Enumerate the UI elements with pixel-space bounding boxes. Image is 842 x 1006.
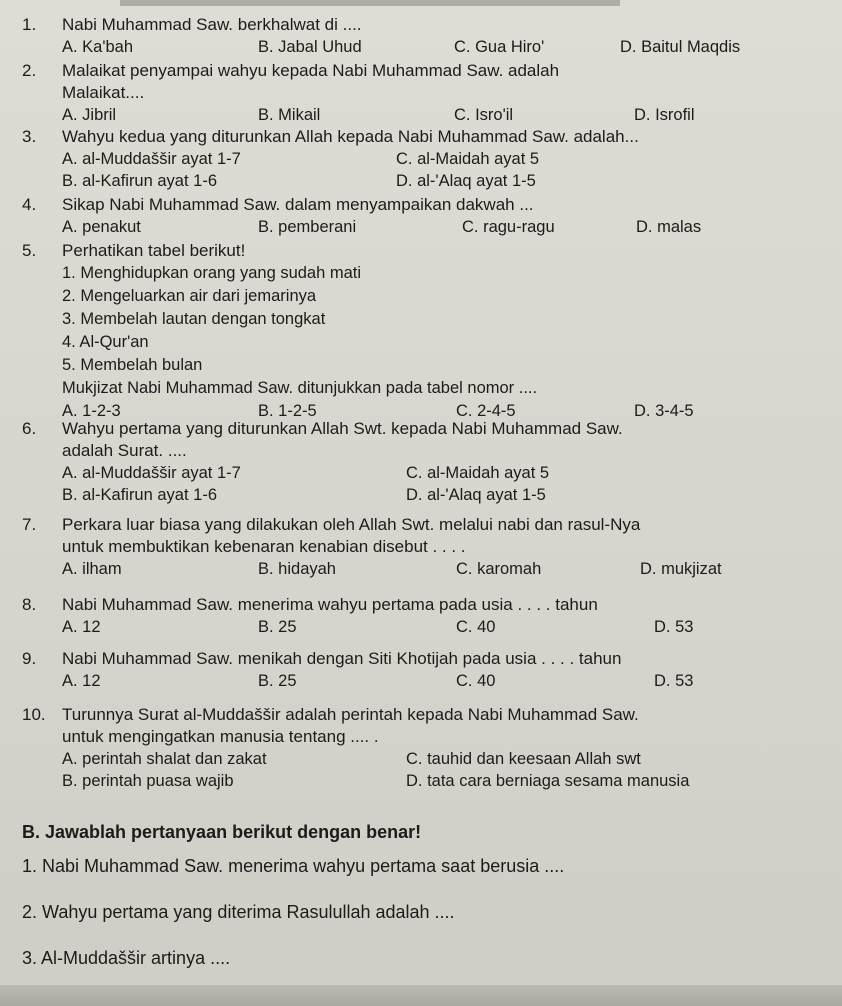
option-c[interactable]: C. tauhid dan keesaan Allah swt — [406, 750, 641, 768]
section-b-heading: B. Jawablah pertanyaan berikut dengan benar! — [22, 822, 422, 842]
option-a[interactable]: A. 12 — [62, 618, 101, 636]
option-b[interactable]: B. al-Kafirun ayat 1-6 — [62, 172, 217, 190]
question-5 — [22, 240, 822, 424]
options-row — [22, 104, 822, 128]
option-c[interactable]: C. 2-4-5 — [456, 402, 516, 420]
list-item: 1. Menghidupkan orang yang sudah mati — [62, 264, 362, 282]
options-row — [22, 558, 822, 582]
question-2 — [22, 60, 822, 128]
question-stem: 7. Perkara luar biasa yang dilakukan oleh Allah Swt. melalui nabi dan rasul-Nya — [22, 515, 641, 534]
option-c[interactable]: C. al-Maidah ayat 5 — [406, 464, 550, 482]
option-a[interactable]: A. al-Muddaššir ayat 1-7 — [62, 464, 241, 482]
option-d[interactable]: D. Baitul Maqdis — [620, 38, 741, 56]
option-d[interactable]: D. al-'Alaq ayat 1-5 — [406, 486, 546, 504]
option-d[interactable]: D. 53 — [654, 672, 694, 690]
option-b[interactable]: B. 25 — [258, 618, 297, 636]
option-a[interactable]: A. Jibril — [62, 106, 117, 124]
question-8 — [22, 594, 822, 640]
options-row — [22, 216, 822, 240]
option-b[interactable]: B. 25 — [258, 672, 297, 690]
list-item: 3. Membelah lautan dengan tongkat — [62, 310, 326, 328]
option-c[interactable]: C. 40 — [456, 672, 496, 690]
option-d[interactable]: D. tata cara berniaga sesama manusia — [406, 772, 690, 790]
options-row — [22, 36, 822, 60]
option-a[interactable]: A. perintah shalat dan zakat — [62, 750, 267, 768]
option-d[interactable]: D. 3-4-5 — [634, 402, 694, 420]
option-a[interactable]: A. ilham — [62, 560, 122, 578]
question-stem: 6. Wahyu pertama yang diturunkan Allah Swt. kepada Nabi Muhammad Saw. — [22, 419, 623, 438]
option-b[interactable]: B. al-Kafirun ayat 1-6 — [62, 486, 217, 504]
option-d[interactable]: D. malas — [636, 218, 702, 236]
question-3 — [22, 126, 822, 192]
options-row — [22, 484, 822, 506]
option-a[interactable]: A. penakut — [62, 218, 141, 236]
options-row — [22, 616, 822, 640]
question-stem: 2. Malaikat penyampai wahyu kepada Nabi Muhammad Saw. adalah — [22, 61, 560, 80]
list-item: 5. Membelah bulan — [62, 356, 203, 374]
option-d[interactable]: D. 53 — [654, 618, 694, 636]
question-stem: 8. Nabi Muhammad Saw. menerima wahyu pertama pada usia . . . . tahun — [22, 595, 598, 614]
question-stem-cont: untuk membuktikan kebenaran kenabian disebut . . . . — [62, 537, 466, 556]
option-a[interactable]: A. 1-2-3 — [62, 402, 121, 420]
question-stem: 3. Wahyu kedua yang diturunkan Allah kepada Nabi Muhammad Saw. adalah... — [22, 127, 639, 146]
question-stem: 9. Nabi Muhammad Saw. menikah dengan Siti Khotijah pada usia . . . . tahun — [22, 649, 622, 668]
option-b[interactable]: B. pemberani — [258, 218, 357, 236]
option-c[interactable]: C. 40 — [456, 618, 496, 636]
option-a[interactable]: A. 12 — [62, 672, 101, 690]
option-a[interactable]: A. Ka'bah — [62, 38, 134, 56]
option-d[interactable]: D. al-'Alaq ayat 1-5 — [396, 172, 536, 190]
option-a[interactable]: A. al-Muddaššir ayat 1-7 — [62, 150, 241, 168]
question-sub-stem: Mukjizat Nabi Muhammad Saw. ditunjukkan pada tabel nomor .... — [62, 379, 538, 397]
question-1 — [22, 14, 822, 60]
option-b[interactable]: B. Mikail — [258, 106, 321, 124]
question-stem-cont: Malaikat.... — [62, 83, 145, 102]
option-b[interactable]: B. Jabal Uhud — [258, 38, 362, 56]
options-row — [22, 770, 822, 792]
cropped-text-edge — [120, 0, 620, 6]
options-row — [22, 462, 822, 484]
question-4 — [22, 194, 822, 240]
option-c[interactable]: C. karomah — [456, 560, 542, 578]
option-b[interactable]: B. 1-2-5 — [258, 402, 317, 420]
option-d[interactable]: D. mukjizat — [640, 560, 722, 578]
option-d[interactable]: D. Isrofil — [634, 106, 695, 124]
essay-question-3: 3. Al-Muddaššir artinya .... — [22, 948, 231, 968]
options-row — [22, 170, 822, 192]
list-item: 2. Mengeluarkan air dari jemarinya — [62, 287, 317, 305]
question-stem: 1. Nabi Muhammad Saw. berkhalwat di .... — [22, 15, 362, 34]
option-b[interactable]: B. perintah puasa wajib — [62, 772, 234, 790]
option-c[interactable]: C. Isro'il — [454, 106, 514, 124]
option-c[interactable]: C. al-Maidah ayat 5 — [396, 150, 540, 168]
essay-question-1: 1. Nabi Muhammad Saw. menerima wahyu pertama saat berusia .... — [22, 856, 565, 876]
question-7 — [22, 514, 822, 582]
option-c[interactable]: C. Gua Hiro' — [454, 38, 545, 56]
question-stem: 4. Sikap Nabi Muhammad Saw. dalam menyampaikan dakwah ... — [22, 195, 534, 214]
question-6 — [22, 418, 822, 506]
question-9 — [22, 648, 822, 694]
options-row — [22, 748, 822, 770]
question-stem-cont: adalah Surat. .... — [62, 441, 187, 460]
question-stem-cont: untuk mengingatkan manusia tentang .... . — [62, 727, 379, 746]
question-stem: 5. Perhatikan tabel berikut! — [22, 241, 246, 260]
page-fold — [0, 985, 842, 1006]
options-row — [22, 670, 822, 694]
options-row — [22, 148, 822, 170]
list-item: 4. Al-Qur'an — [62, 333, 149, 351]
question-10 — [22, 704, 822, 792]
option-b[interactable]: B. hidayah — [258, 560, 336, 578]
question-stem: 10. Turunnya Surat al-Muddaššir adalah perintah kepada Nabi Muhammad Saw. — [22, 705, 639, 724]
option-c[interactable]: C. ragu-ragu — [462, 218, 555, 236]
essay-question-2: 2. Wahyu pertama yang diterima Rasulullah adalah .... — [22, 902, 455, 922]
table-list — [22, 262, 822, 400]
